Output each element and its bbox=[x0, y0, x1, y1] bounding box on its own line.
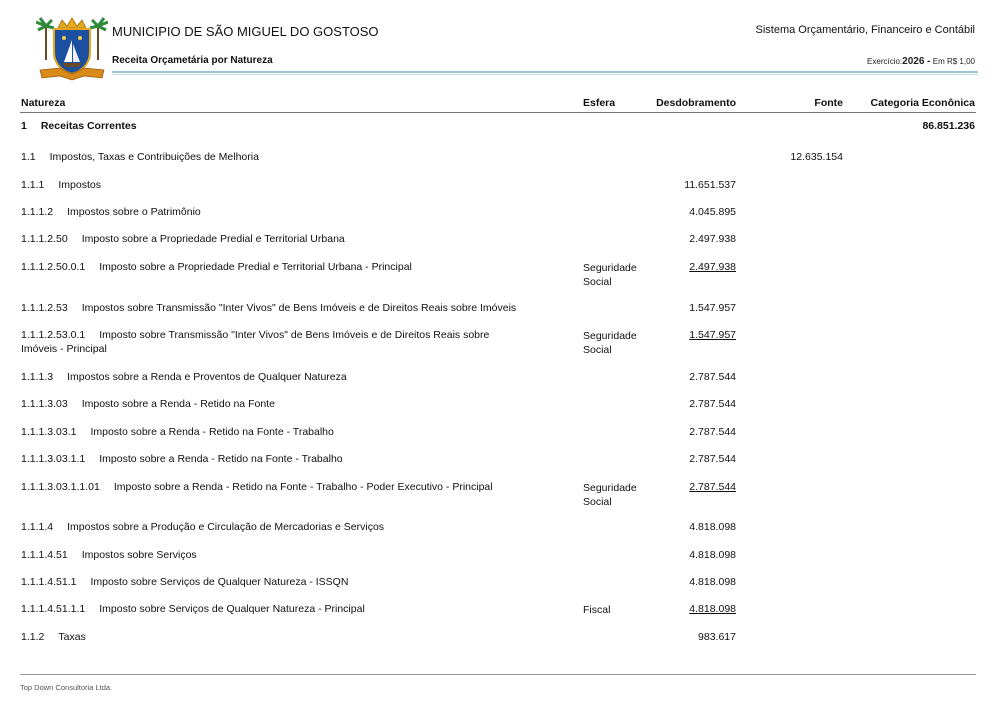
row-description: Imposto sobre Serviços de Qualquer Natureza - Principal bbox=[99, 603, 365, 615]
crown-icon bbox=[58, 18, 86, 28]
table-row-natureza bbox=[21, 178, 101, 192]
row-desdobramento: 4.818.098 bbox=[689, 549, 736, 561]
footer-divider bbox=[20, 674, 976, 675]
col-header-esfera: Esfera bbox=[583, 97, 616, 109]
row-esfera: Seguridade Social bbox=[583, 482, 637, 508]
table-row-natureza bbox=[21, 397, 275, 411]
row-code: 1.1.1.4 bbox=[21, 521, 54, 533]
table-row-natureza bbox=[21, 370, 347, 384]
row-description: Receitas Correntes bbox=[40, 120, 137, 132]
row-description: Impostos bbox=[58, 179, 101, 191]
row-desdobramento: 1.547.957 bbox=[689, 302, 736, 314]
row-desdobramento: 4.818.098 bbox=[689, 576, 736, 588]
row-desdobramento: 2.497.938 bbox=[689, 233, 736, 245]
row-description: Taxas bbox=[58, 631, 86, 643]
row-desdobramento: 2.787.544 bbox=[689, 481, 736, 493]
footer-company: Top Down Consultoria Ltda. bbox=[20, 683, 113, 692]
row-code: 1.1.1.3.03.1.1.01 bbox=[21, 481, 100, 493]
row-description: Impostos, Taxas e Contribuições de Melhoria bbox=[49, 151, 259, 163]
exercise-label: Exercício: bbox=[867, 57, 903, 66]
row-code: 1.1.1 bbox=[21, 179, 45, 191]
row-desdobramento: 11.651.537 bbox=[684, 179, 736, 191]
table-row-natureza bbox=[21, 301, 516, 315]
row-code: 1.1.1.3 bbox=[21, 371, 54, 383]
row-description: Imposto sobre a Renda - Retido na Fonte bbox=[81, 398, 275, 410]
table-row-natureza bbox=[21, 205, 201, 219]
row-code: 1.1.1.2.50 bbox=[21, 233, 68, 245]
row-description: Imposto sobre a Renda - Retido na Fonte - Trabalho bbox=[99, 453, 343, 465]
row-code: 1 bbox=[21, 120, 27, 132]
table-row-natureza bbox=[21, 630, 86, 644]
col-header-fonte: Fonte bbox=[814, 97, 843, 109]
table-row-natureza bbox=[21, 520, 384, 534]
col-header-categoria: Categoria Econônica bbox=[870, 97, 975, 109]
row-code: 1.1.1.2.53.0.1 bbox=[21, 329, 86, 341]
table-row-natureza bbox=[21, 480, 493, 494]
exercise-year: 2026 - bbox=[902, 56, 931, 67]
row-code: 1.1.1.2.53 bbox=[21, 302, 68, 314]
row-esfera: Seguridade Social bbox=[583, 330, 637, 356]
row-desdobramento: 2.497.938 bbox=[689, 261, 736, 273]
row-desdobramento: 2.787.544 bbox=[689, 426, 736, 438]
row-code: 1.1.1.4.51.1 bbox=[21, 576, 77, 588]
row-desdobramento: 2.787.544 bbox=[689, 398, 736, 410]
row-description: Imposto sobre a Renda - Retido na Fonte - Trabalho bbox=[90, 426, 334, 438]
header-rule bbox=[112, 71, 978, 73]
row-description: Imposto sobre a Propriedade Predial e Territorial Urbana - Principal bbox=[99, 261, 412, 273]
row-desdobramento: 4.045.895 bbox=[689, 206, 736, 218]
row-description: Imposto sobre a Propriedade Predial e Territorial Urbana bbox=[81, 233, 345, 245]
col-header-natureza: Natureza bbox=[21, 97, 66, 109]
municipal-coat-of-arms-logo bbox=[36, 16, 108, 82]
row-desdobramento: 2.787.544 bbox=[689, 371, 736, 383]
row-code: 1.1 bbox=[21, 151, 36, 163]
row-code: 1.1.1.2 bbox=[21, 206, 54, 218]
table-row-natureza bbox=[21, 119, 137, 133]
table-row-natureza bbox=[21, 328, 526, 356]
row-description: Imposto sobre Transmissão "Inter Vivos" de Bens Imóveis e de Direitos Reais sobre Imóveis - Principal bbox=[21, 329, 490, 355]
row-code: 1.1.2 bbox=[21, 631, 45, 643]
row-desdobramento: 983.617 bbox=[698, 631, 736, 643]
row-esfera: Fiscal bbox=[583, 604, 611, 616]
row-esfera: Seguridade Social bbox=[583, 262, 637, 288]
row-fonte: 12.635.154 bbox=[790, 151, 843, 163]
row-description: Imposto sobre Serviços de Qualquer Natureza - ISSQN bbox=[90, 576, 349, 588]
row-description: Imposto sobre a Renda - Retido na Fonte - Trabalho - Poder Executivo - Principal bbox=[113, 481, 493, 493]
table-row-natureza bbox=[21, 260, 412, 274]
table-row-natureza bbox=[21, 425, 334, 439]
row-desdobramento: 1.547.957 bbox=[689, 329, 736, 341]
report-title: Receita Orçametária por Natureza bbox=[112, 55, 273, 66]
row-desdobramento: 4.818.098 bbox=[689, 521, 736, 533]
palm-tree-left-icon bbox=[36, 18, 54, 60]
row-code: 1.1.1.4.51.1.1 bbox=[21, 603, 86, 615]
palm-tree-right-icon bbox=[90, 18, 108, 60]
table-row-natureza bbox=[21, 232, 345, 246]
currency-note: Em R$ 1,00 bbox=[932, 57, 975, 66]
row-description: Impostos sobre a Produção e Circulação de Mercadorias e Serviços bbox=[67, 521, 385, 533]
row-code: 1.1.1.3.03.1.1 bbox=[21, 453, 86, 465]
system-name: Sistema Orçamentário, Financeiro e Contábil bbox=[755, 24, 975, 36]
row-code: 1.1.1.4.51 bbox=[21, 549, 68, 561]
table-header-divider bbox=[20, 112, 976, 113]
row-description: Impostos sobre o Patrimônio bbox=[67, 206, 201, 218]
row-description: Impostos sobre Transmissão "Inter Vivos" de Bens Imóveis e de Direitos Reais sobre Imóveis bbox=[81, 302, 517, 314]
table-row-natureza bbox=[21, 602, 365, 616]
row-code: 1.1.1.2.50.0.1 bbox=[21, 261, 86, 273]
table-row-natureza bbox=[21, 548, 197, 562]
header-rule-thin bbox=[112, 74, 978, 75]
col-header-desdobramento: Desdobramento bbox=[656, 97, 736, 109]
table-row-natureza bbox=[21, 575, 348, 589]
table-row-natureza bbox=[21, 452, 343, 466]
row-description: Impostos sobre a Renda e Proventos de Qualquer Natureza bbox=[67, 371, 347, 383]
row-code: 1.1.1.3.03 bbox=[21, 398, 68, 410]
row-categoria: 86.851.236 bbox=[922, 120, 975, 132]
row-desdobramento: 2.787.544 bbox=[689, 453, 736, 465]
row-description: Impostos sobre Serviços bbox=[81, 549, 197, 561]
exercise-info bbox=[867, 56, 975, 67]
municipality-name: MUNICIPIO DE SÃO MIGUEL DO GOSTOSO bbox=[112, 24, 379, 39]
row-code: 1.1.1.3.03.1 bbox=[21, 426, 77, 438]
table-row-natureza bbox=[21, 150, 259, 164]
row-desdobramento: 4.818.098 bbox=[689, 603, 736, 615]
